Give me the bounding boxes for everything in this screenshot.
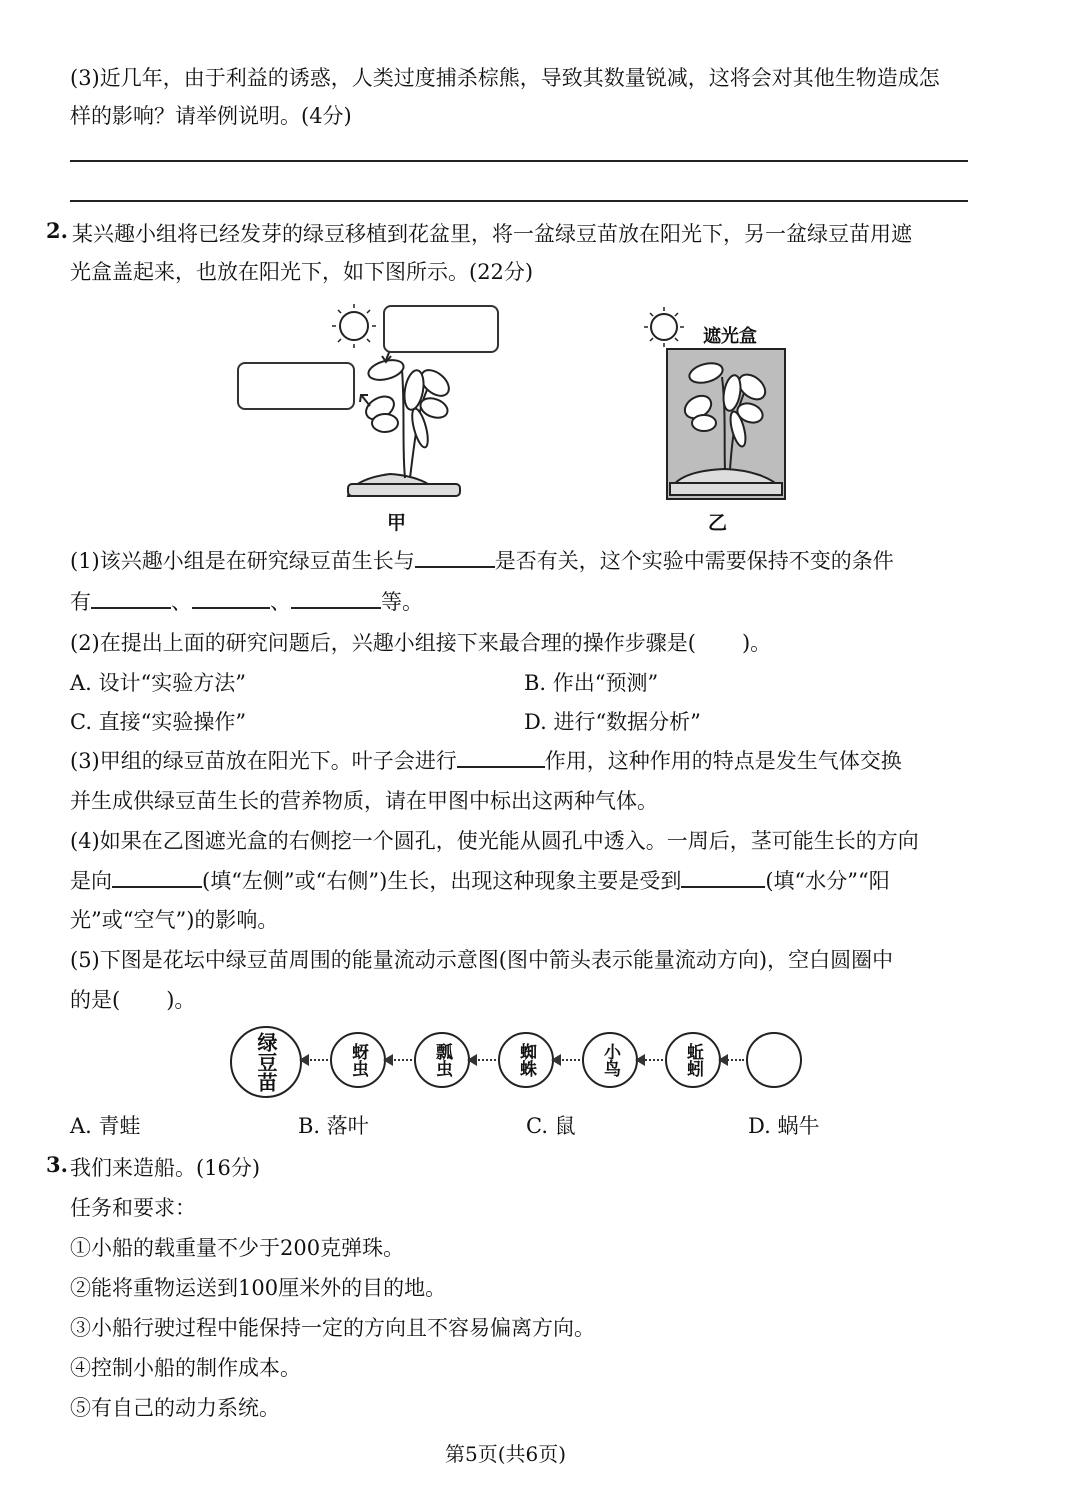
q2-part4-line2 — [70, 865, 890, 895]
q2-part1-text-b: 是否有关，这个实验中需要保持不变的条件 — [494, 549, 894, 573]
q2-number: 2. — [46, 218, 68, 243]
blank-direction[interactable] — [112, 885, 202, 888]
q2-part2-line — [70, 627, 771, 657]
chain-node-mung-bean: 绿豆苗 — [230, 1026, 302, 1098]
light-box-label: 遮光盒 — [703, 326, 757, 347]
q3-number: 3. — [46, 1152, 68, 1177]
sun-icon — [644, 307, 684, 347]
q2-part4-text-b: (填“左侧”或“右侧”)生长，出现这种现象主要是受到 — [202, 869, 682, 893]
q2-part5-text: 的是( — [70, 988, 121, 1012]
p5-option-c[interactable]: C. 鼠 — [526, 1114, 576, 1138]
q2-part3-line1 — [70, 745, 902, 775]
q3-item-3: ③小船行驶过程中能保持一定的方向且不容易偏离方向。 — [70, 1316, 595, 1340]
page-number: 第5页(共6页) — [445, 1442, 567, 1466]
q2-part4-line3: 光”或“空气”)的影响。 — [70, 908, 279, 932]
flow-arrow — [301, 1059, 328, 1061]
q2-part5-line1: (5)下图是花坛中绿豆苗周围的能量流动示意图(图中箭头表示能量流动方向)，空白圆圈中 — [70, 948, 894, 972]
q2-part1-line2 — [70, 586, 423, 616]
option-a[interactable]: A. 设计“实验方法” — [70, 671, 246, 695]
q3-task-heading: 任务和要求： — [70, 1196, 196, 1220]
blank-process[interactable] — [457, 765, 545, 768]
flow-arrow — [553, 1059, 580, 1061]
q3-item-2: ②能将重物运送到100厘米外的目的地。 — [70, 1276, 447, 1300]
q3-title: 我们来造船。(16分) — [70, 1156, 261, 1180]
q3-item-4: ④控制小船的制作成本。 — [70, 1356, 301, 1380]
q2-intro-line1: 某兴趣小组将已经发芽的绿豆移植到花盆里，将一盆绿豆苗放在阳光下，另一盆绿豆苗用遮 — [72, 222, 912, 246]
gas-label-box-left[interactable] — [237, 362, 355, 410]
blank-condition-3[interactable] — [291, 606, 381, 609]
option-c[interactable]: C. 直接“实验操作” — [70, 710, 247, 734]
q2-part5-end: )。 — [166, 988, 196, 1012]
q2-part5-line2 — [70, 984, 195, 1014]
q2-part1-text-a: (1)该兴趣小组是在研究绿豆苗生长与 — [70, 549, 415, 573]
answer-line-1[interactable] — [70, 160, 968, 162]
q2-intro-line2: 光盒盖起来，也放在阳光下，如下图所示。(22分) — [70, 260, 534, 284]
chain-node-blank[interactable] — [746, 1032, 802, 1088]
q2-part4-text-c: (填“水分”“阳 — [765, 869, 890, 893]
plant-icon — [348, 357, 460, 496]
q2-part3-text-b: 作用，这种作用的特点是发生气体交换 — [544, 749, 902, 773]
q2-part2-end: )。 — [741, 631, 772, 655]
flow-arrow — [637, 1059, 663, 1061]
flow-arrow — [469, 1059, 496, 1061]
chain-node-bird: 小鸟 — [582, 1032, 638, 1088]
flow-arrow — [385, 1059, 412, 1061]
q2-part3-text-a: (3)甲组的绿豆苗放在阳光下。叶子会进行 — [70, 749, 457, 773]
chain-node-earthworm: 蚯蚓 — [665, 1032, 721, 1088]
blank-factor[interactable] — [681, 885, 765, 888]
q2-part1-text-c: 有 — [70, 590, 91, 614]
p5-option-b[interactable]: B. 落叶 — [298, 1114, 369, 1138]
q2-part1-end: 等。 — [381, 590, 423, 614]
separator: 、 — [270, 590, 291, 614]
option-d[interactable]: D. 进行“数据分析” — [524, 710, 701, 734]
q1-part3-line1: (3)近几年，由于利益的诱惑，人类过度捕杀棕熊，导致其数量锐减，这将会对其他生物造成怎 — [70, 66, 940, 90]
blank-condition-2[interactable] — [192, 606, 270, 609]
sun-icon — [332, 304, 376, 348]
chain-node-spider: 蜘蛛 — [498, 1032, 554, 1088]
figure-yi-label: 乙 — [708, 512, 728, 534]
option-b[interactable]: B. 作出“预测” — [524, 671, 659, 695]
blank-variable[interactable] — [415, 565, 495, 568]
chain-node-aphid: 蚜虫 — [330, 1032, 386, 1088]
q2-part4-text-a: 是向 — [70, 869, 112, 893]
chain-node-ladybug: 瓢虫 — [414, 1032, 470, 1088]
q1-part3-line2: 样的影响？请举例说明。(4分) — [70, 104, 352, 128]
flow-arrow — [720, 1059, 744, 1061]
gas-label-box-top[interactable] — [383, 305, 499, 353]
q3-item-1: ①小船的载重量不少于200克弹珠。 — [70, 1236, 405, 1260]
q2-part3-line2: 并生成供绿豆苗生长的营养物质，请在甲图中标出这两种气体。 — [70, 789, 658, 813]
figure-jia-label: 甲 — [387, 512, 407, 534]
blank-condition-1[interactable] — [91, 606, 171, 609]
separator: 、 — [171, 590, 192, 614]
q2-part1-line1 — [70, 545, 894, 575]
q3-item-5: ⑤有自己的动力系统。 — [70, 1396, 280, 1420]
q2-part2-text: (2)在提出上面的研究问题后，兴趣小组接下来最合理的操作步骤是( — [70, 631, 696, 655]
p5-option-a[interactable]: A. 青蛙 — [70, 1114, 141, 1138]
q2-part4-line1: (4)如果在乙图遮光盒的右侧挖一个圆孔，使光能从圆孔中透入。一周后，茎可能生长的方向 — [70, 829, 919, 853]
answer-line-2[interactable] — [70, 200, 968, 202]
p5-option-d[interactable]: D. 蜗牛 — [748, 1114, 820, 1138]
